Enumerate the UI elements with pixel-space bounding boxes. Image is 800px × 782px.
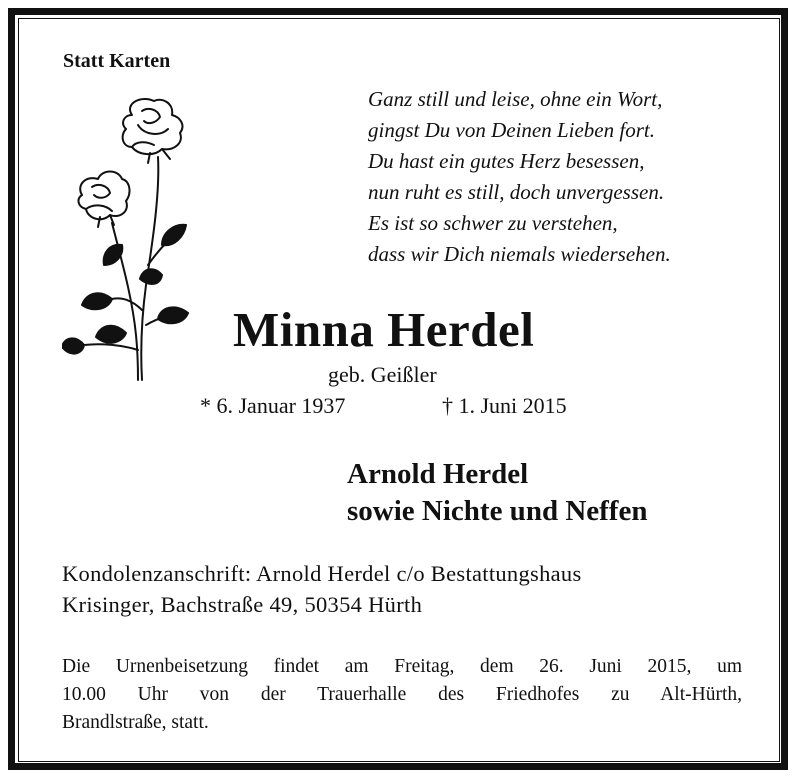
burial-line: 10.00 Uhr von der Trauerhalle des Friedhofes zu Alt-Hürth, [62, 684, 742, 705]
condolence-line: Kondolenzanschrift: Arnold Herdel c/o Bestattungshaus [62, 561, 582, 586]
birth-name: geb. Geißler [328, 362, 437, 387]
poem [368, 84, 671, 270]
burial-line: Die Urnenbeisetzung findet am Freitag, dem 26. Juni 2015, um [62, 656, 742, 677]
deceased-name: Minna Herdel [233, 302, 535, 357]
mourner-line: Arnold Herdel [347, 458, 529, 490]
poem-line: nun ruht es still, doch unvergessen. [368, 180, 665, 204]
mourners [347, 456, 647, 530]
condolence-line: Krisinger, Bachstraße 49, 50354 Hürth [62, 592, 423, 617]
poem-line: Es ist so schwer zu verstehen, [368, 211, 618, 235]
condolence-address [62, 558, 582, 620]
burial-line: Brandlstraße, statt. [62, 712, 209, 733]
poem-line: gingst Du von Deinen Lieben fort. [368, 118, 655, 142]
burial-notice [62, 653, 742, 737]
mourner-line: sowie Nichte und Neffen [347, 495, 648, 527]
poem-line: dass wir Dich niemals wiedersehen. [368, 242, 671, 266]
death-date: † 1. Juni 2015 [442, 393, 567, 418]
rose-icon [62, 95, 202, 385]
poem-line: Du hast ein gutes Herz besessen, [368, 149, 645, 173]
birth-date: * 6. Januar 1937 [200, 393, 346, 418]
statt-karten-heading: Statt Karten [63, 50, 171, 72]
poem-line: Ganz still und leise, ohne ein Wort, [368, 87, 663, 111]
